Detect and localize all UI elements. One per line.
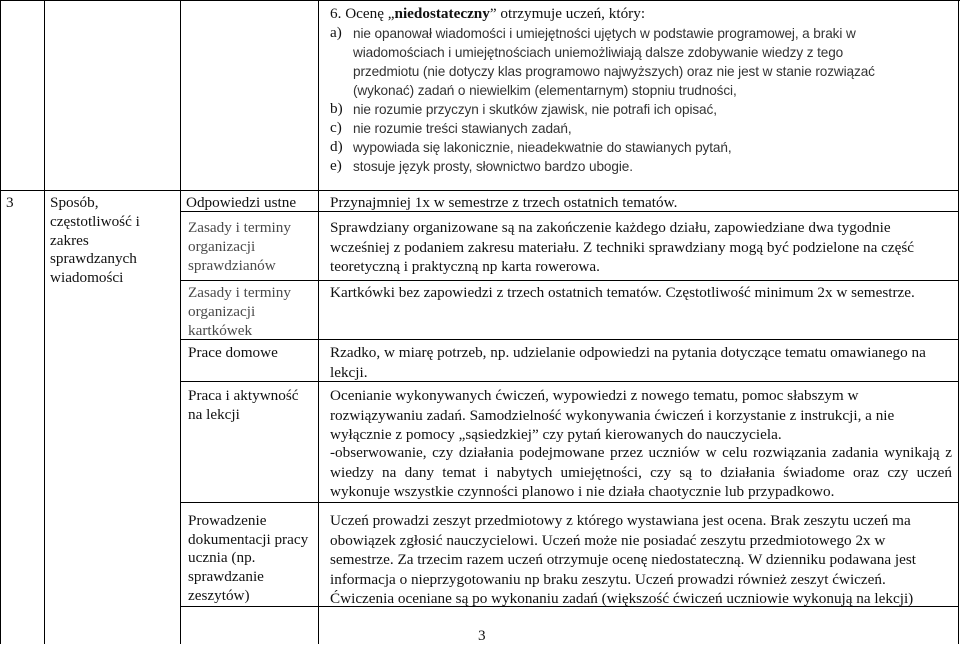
section-title-line: częstotliwość i xyxy=(50,213,140,230)
row-label-line: zeszytów) xyxy=(188,587,250,604)
section-number: 3 xyxy=(6,194,14,211)
column-divider-3 xyxy=(318,0,319,644)
row-label-line: sprawdzianów xyxy=(188,257,276,274)
section-title-line: wiadomości xyxy=(50,269,124,286)
row-divider-quiz xyxy=(180,339,959,340)
item-a-label: a) xyxy=(330,24,342,41)
table-border-right xyxy=(958,0,959,644)
grade-header-bold: niedostateczny xyxy=(394,5,490,22)
row-label-line: organizacji xyxy=(188,303,256,320)
row-label-oral: Odpowiedzi ustne xyxy=(186,194,297,211)
item-a-line-3: przedmiotu (nie dotyczy klas programowo najwyższych) oraz nie jest w stanie rozwiązać xyxy=(353,64,875,79)
item-a-line-4: (wykonać) zadań o niewielkim (elementarnym) stopniu trudności, xyxy=(353,83,737,98)
item-c-text: nie rozumie treści stawianych zadań, xyxy=(353,121,572,136)
section-title-line: Sposób, xyxy=(50,194,99,211)
section-title-line: zakres xyxy=(50,232,89,249)
row-text-notebook: Uczeń prowadzi zeszyt przedmiotowy z którego wystawiana jest ocena. Brak zeszytu uczeń ma obowiązek zgłosić nauczycielowi. Uczeń może nie posiadać zeszytu przedmiotowego 2x w semestrze. Za trzecim razem uczeń otrzymuje ocenę niedostateczną. W dzienniku podawana jest informacja o nieprzygotowaniu np braku zeszytu. Uczeń prowadzi również zeszyt ćwiczeń. Ćwiczenia oceniane są po wykonaniu zadań (większość ćwiczeń uczniowie wykonują na lekcji) xyxy=(330,512,916,607)
row-text-activity-2: -obserwowanie, czy działania podejmowane przez uczniów w celu rozwiązania zadania wynikają z wiedzy na dany temat i nabytych umiejętności, czy są to działania świadome oraz czy uczeń wykonuje wszystkie czynności planowo i nie działa chaotycznie lub przypadkowo. xyxy=(330,444,952,500)
section-title-line: sprawdzanych xyxy=(50,250,137,267)
item-a-line-1: nie opanował wiadomości i umiejętności ujętych w podstawie programowej, a braki w xyxy=(353,26,856,41)
page-number: 3 xyxy=(478,627,486,644)
row-divider-section xyxy=(0,190,959,191)
row-divider-activity xyxy=(180,502,959,503)
row-label-line: Prowadzenie xyxy=(188,512,267,529)
row-label-line: dokumentacji pracy xyxy=(188,531,309,548)
row-text-oral: Przynajmniej 1x w semestrze z trzech ostatnich tematów. xyxy=(330,194,678,211)
item-a-line-2: wiadomościach i umiejętnościach uniemożliwiają dalsze zdobywanie wiedzy z tego xyxy=(353,45,844,60)
column-divider-2 xyxy=(180,0,181,644)
row-label-line: na lekcji xyxy=(188,406,240,423)
row-label-line: ucznia (np. xyxy=(188,549,256,566)
row-label-line: Zasady i terminy xyxy=(188,284,291,301)
row-label-line: sprawdzanie xyxy=(188,568,264,585)
row-label-line: Zasady i terminy xyxy=(188,219,291,236)
table-border-left xyxy=(0,0,1,644)
item-c-label: c) xyxy=(330,119,342,136)
row-text-quiz: Kartkówki bez zapowiedzi z trzech ostatnich tematów. Częstotliwość minimum 2x w semestrze. xyxy=(330,284,915,301)
item-d-text: wypowiada się lakonicznie, nieadekwatnie do stawianych pytań, xyxy=(353,140,732,155)
row-text-homework: Rzadko, w miarę potrzeb, np. udzielanie odpowiedzi na pytania dotyczące tematu omawianego na lekcji. xyxy=(330,344,926,381)
grade-header: 6. Ocenę „niedostateczny” otrzymuje uczeń, który: xyxy=(330,5,646,22)
row-label-homework: Prace domowe xyxy=(188,344,278,361)
row-label-line: Praca i aktywność xyxy=(188,387,299,404)
row-label-line: organizacji xyxy=(188,238,256,255)
item-d-label: d) xyxy=(330,138,343,155)
item-e-text: stosuje język prosty, słownictwo bardzo ubogie. xyxy=(353,159,633,174)
table-border-top xyxy=(0,0,960,1)
column-divider-1 xyxy=(44,0,45,644)
row-text-tests: Sprawdziany organizowane są na zakończenie każdego działu, zapowiedziane dwa tygodnie wcześniej z podaniem zakresu materiału. Z techniki sprawdziany mogą być podzielone na część teoretyczną i praktyczną np karta rowerowa. xyxy=(330,219,915,275)
item-e-label: e) xyxy=(330,157,342,174)
item-b-label: b) xyxy=(330,100,343,117)
row-text-activity-1: Ocenianie wykonywanych ćwiczeń, wypowiedzi z nowego tematu, pomoc słabszym w rozwiązywaniu zadań. Samodzielność wykonywania ćwiczeń i korzystanie z instrukcji, a nie wyłącznie z pomocy „sąsiedzkiej” czy pytań kierowanych do nauczyciela. xyxy=(330,387,895,443)
row-label-line: kartkówek xyxy=(188,322,253,339)
item-b-text: nie rozumie przyczyn i skutków zjawisk, nie potrafi ich opisać, xyxy=(353,102,717,117)
row-divider-tests xyxy=(180,280,959,281)
